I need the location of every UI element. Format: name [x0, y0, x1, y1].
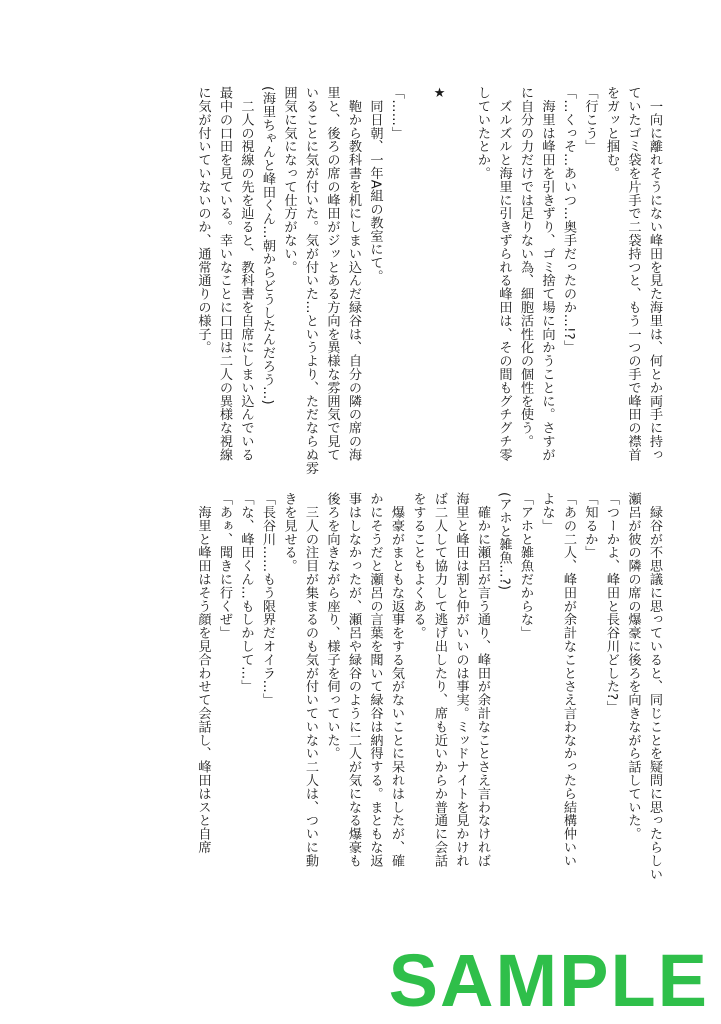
- text-line: 「あぁ、聞きに行くぜ」: [217, 492, 232, 640]
- text-line: (アホと雑魚…?): [496, 492, 512, 591]
- text-line: 最中の口田を見ている。幸いなことに口田は二人の異様な視線: [217, 86, 232, 462]
- text-line: [450, 86, 472, 456]
- text-line: 「アホと雑魚だからな」: [518, 492, 533, 640]
- text-line: 「…くっそ…あいつ…奥手だったのか…!?」: [561, 86, 576, 354]
- text-line: よな」: [539, 492, 555, 533]
- text-line: 事はしなかったが、瀬呂や緑谷のように二人が気になる爆豪も: [346, 492, 361, 868]
- text-line: 海里と峰田はそう顔を見合わせて会話し、峰田はスと自席: [195, 492, 211, 854]
- text-line: 緑谷が不思議に思っていると、同じことを疑問に思ったらしい: [647, 492, 662, 881]
- text-line: (海里ちゃんと峰田くん…朝からどうしたんだろう…): [260, 86, 275, 405]
- text-line: 「あの二人、峰田が余計なことさえ言わなかったら結構仲いい: [561, 492, 576, 868]
- text-line: ズルズルと海里に引きずられる峰田は、その間もグチグチ零: [496, 86, 512, 462]
- text-line: していたとか。: [475, 86, 490, 180]
- text-line: 同日朝、一年A組の教室にて。: [367, 86, 383, 283]
- text-line: 瀬呂が彼の隣の席の爆豪に後ろを向きながら話していた。: [625, 492, 641, 841]
- text-line: をガッと掴む。: [604, 86, 619, 180]
- text-line: いることに気が付いた。気が付いた…というより、ただならぬ雰: [303, 86, 318, 475]
- text-line: に自分の力だけでは足りない為、細胞活性化の個性を使う。: [518, 86, 533, 448]
- text-line: 里と、後ろの席の峰田がジッとある方向を異様な雰囲気で見て: [324, 86, 340, 462]
- text-line: 鞄から教科書を机にしまい込んだ緑谷は、自分の隣の席の海: [346, 86, 361, 462]
- text-line: 一向に離れそうにない峰田を見た海里は、何とか両手に持っ: [647, 86, 662, 462]
- lower-text-block: [192, 492, 665, 932]
- text-line: 「長谷川……もう限界だオイラ…」: [260, 492, 275, 707]
- text-line: 「知るか」: [582, 492, 598, 559]
- text-line: 確かに瀬呂が言う通り、峰田が余計なことさえ言わなければ: [475, 492, 490, 868]
- sample-watermark: SAMPLE: [388, 939, 709, 1022]
- text-line: 海里と峰田は割と仲がいいのは事実。ミッドナイトを見かけれ: [453, 492, 469, 868]
- text-line: 海里は峰田を引きずり、ゴミ捨て場に向かうことに。さすが: [539, 86, 555, 462]
- section-break-star: ★: [432, 86, 447, 102]
- text-line: 「……」: [389, 86, 404, 140]
- text-line: に気が付いていないのか、通常通りの様子。: [195, 86, 211, 354]
- text-line: 爆豪がまともな返事をする気がないことに呆れはしたが、確: [389, 492, 404, 868]
- text-line: 「つーかよ、峰田と長谷川どした?」: [604, 492, 619, 714]
- text-line: 「な、峰田くん…もしかして…」: [238, 492, 254, 693]
- text-line: 後ろを向きながら座り、様子を伺っていた。: [324, 492, 340, 760]
- text-line: きを見せる。: [281, 492, 297, 573]
- text-line: [407, 86, 429, 456]
- text-line: 「行こう」: [582, 86, 598, 153]
- text-line: 二人の視線の先を辿ると、教科書を自席にしまい込んでいる: [238, 86, 254, 462]
- text-line: かにそうだと瀬呂の言葉を聞いて緑谷は納得する。まともな返: [367, 492, 383, 868]
- upper-text-block: [192, 86, 665, 475]
- text-line: ば二人して協力して逃げ出したり、席も近いからか普通に会話: [432, 492, 447, 868]
- text-line: をすることもよくある。: [410, 492, 426, 640]
- text-line: 三人の注目が集まるのも気が付いていない二人は、ついに動: [303, 492, 318, 868]
- text-line: ていたゴミ袋を片手で二袋持つと、もう一つの手で峰田の襟首: [625, 86, 641, 462]
- text-line: 囲気に気になって仕方がない。: [281, 86, 297, 274]
